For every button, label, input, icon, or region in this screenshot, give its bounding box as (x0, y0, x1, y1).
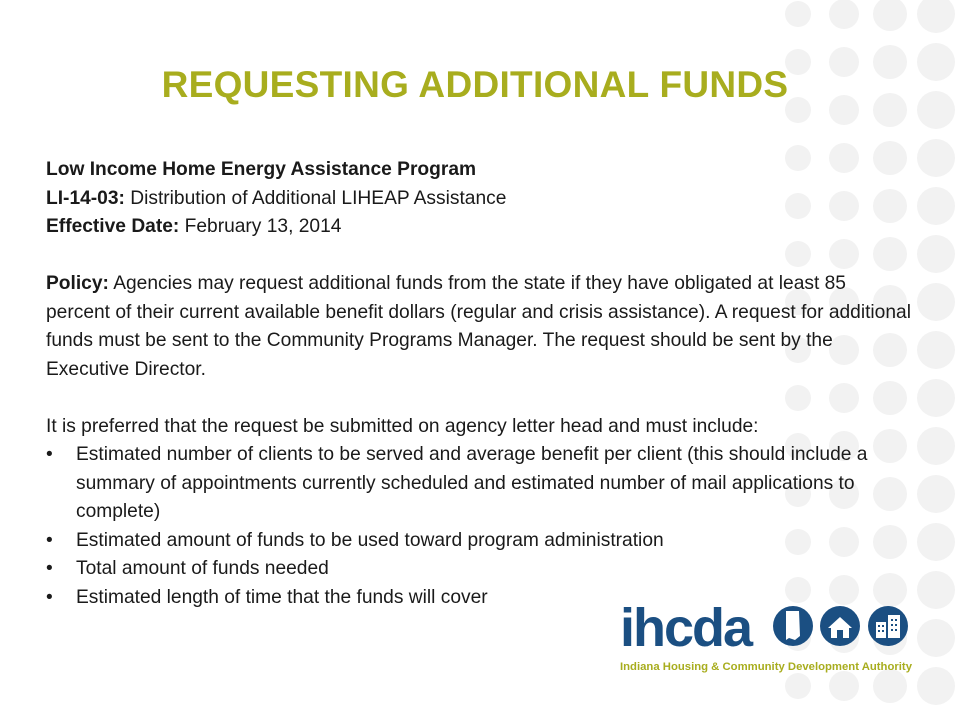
decorative-dot (917, 187, 955, 225)
decorative-dot (917, 283, 955, 321)
document-body (46, 156, 916, 612)
decorative-dot (873, 0, 907, 31)
list-item: • Estimated number of clients to be served and average benefit per client (this should include a summary of appointments currently scheduled and estimated number of mail applications to complete) (46, 444, 868, 522)
notice-text: Distribution of Additional LIHEAP Assistance (124, 187, 507, 209)
decorative-dot (917, 667, 955, 705)
list-item-text: Estimated length of time that the funds will cover (76, 586, 488, 608)
notice-label: LI-14-03: (46, 187, 125, 209)
notice-line (46, 185, 916, 214)
page-title: REQUESTING ADDITIONAL FUNDS (161, 64, 789, 105)
decorative-dot (917, 571, 955, 609)
decorative-dot (785, 1, 811, 27)
list-item: • Estimated amount of funds to be used toward program administration (46, 529, 664, 551)
home-icon (820, 606, 860, 646)
logo-wordmark: ihcda (620, 600, 752, 658)
list-item-text: Estimated number of clients to be served and average benefit per client (this should include a summary of appointments currently scheduled and estimated number of mail applications to complete) (76, 444, 868, 522)
decorative-dot (917, 523, 955, 561)
policy-text: Agencies may request additional funds from the state if they have obligated at least 85 percent of their current available benefit dollars (regular and crisis assistance). A request for additional funds must be sent to the Community Programs Manager. The request should be sent by the Executive Director. (46, 273, 911, 380)
decorative-dot (917, 427, 955, 465)
list-item-text: Total amount of funds needed (76, 558, 329, 579)
decorative-dot (917, 139, 955, 177)
decorative-dot (785, 673, 811, 699)
decorative-dot (917, 0, 955, 33)
effective-date-value: February 13, 2014 (179, 216, 342, 237)
program-name: Low Income Home Energy Assistance Program (46, 159, 477, 180)
community-building-icon (868, 606, 908, 646)
decorative-dot (917, 379, 955, 417)
list-item-text: Estimated amount of funds to be used toward program administration (76, 529, 664, 551)
decorative-dot (829, 0, 859, 29)
indiana-state-icon (773, 606, 813, 646)
decorative-dot (917, 475, 955, 513)
effective-date-line (46, 213, 916, 242)
logo-tagline: Indiana Housing & Community Development Authority (620, 661, 913, 673)
intro-paragraph: It is preferred that the request be submitted on agency letter head and must include: (46, 415, 759, 437)
list-item: • Estimated length of time that the funds will cover (46, 586, 488, 608)
decorative-dot (917, 619, 955, 657)
policy-paragraph (46, 270, 914, 384)
policy-label: Policy: (46, 273, 109, 294)
ihcda-logo (618, 600, 914, 676)
decorative-dot (917, 235, 955, 273)
effective-date-label: Effective Date: (46, 216, 180, 237)
requirements-list (46, 441, 916, 612)
decorative-dot (917, 331, 955, 369)
list-item: • Total amount of funds needed (46, 558, 329, 579)
